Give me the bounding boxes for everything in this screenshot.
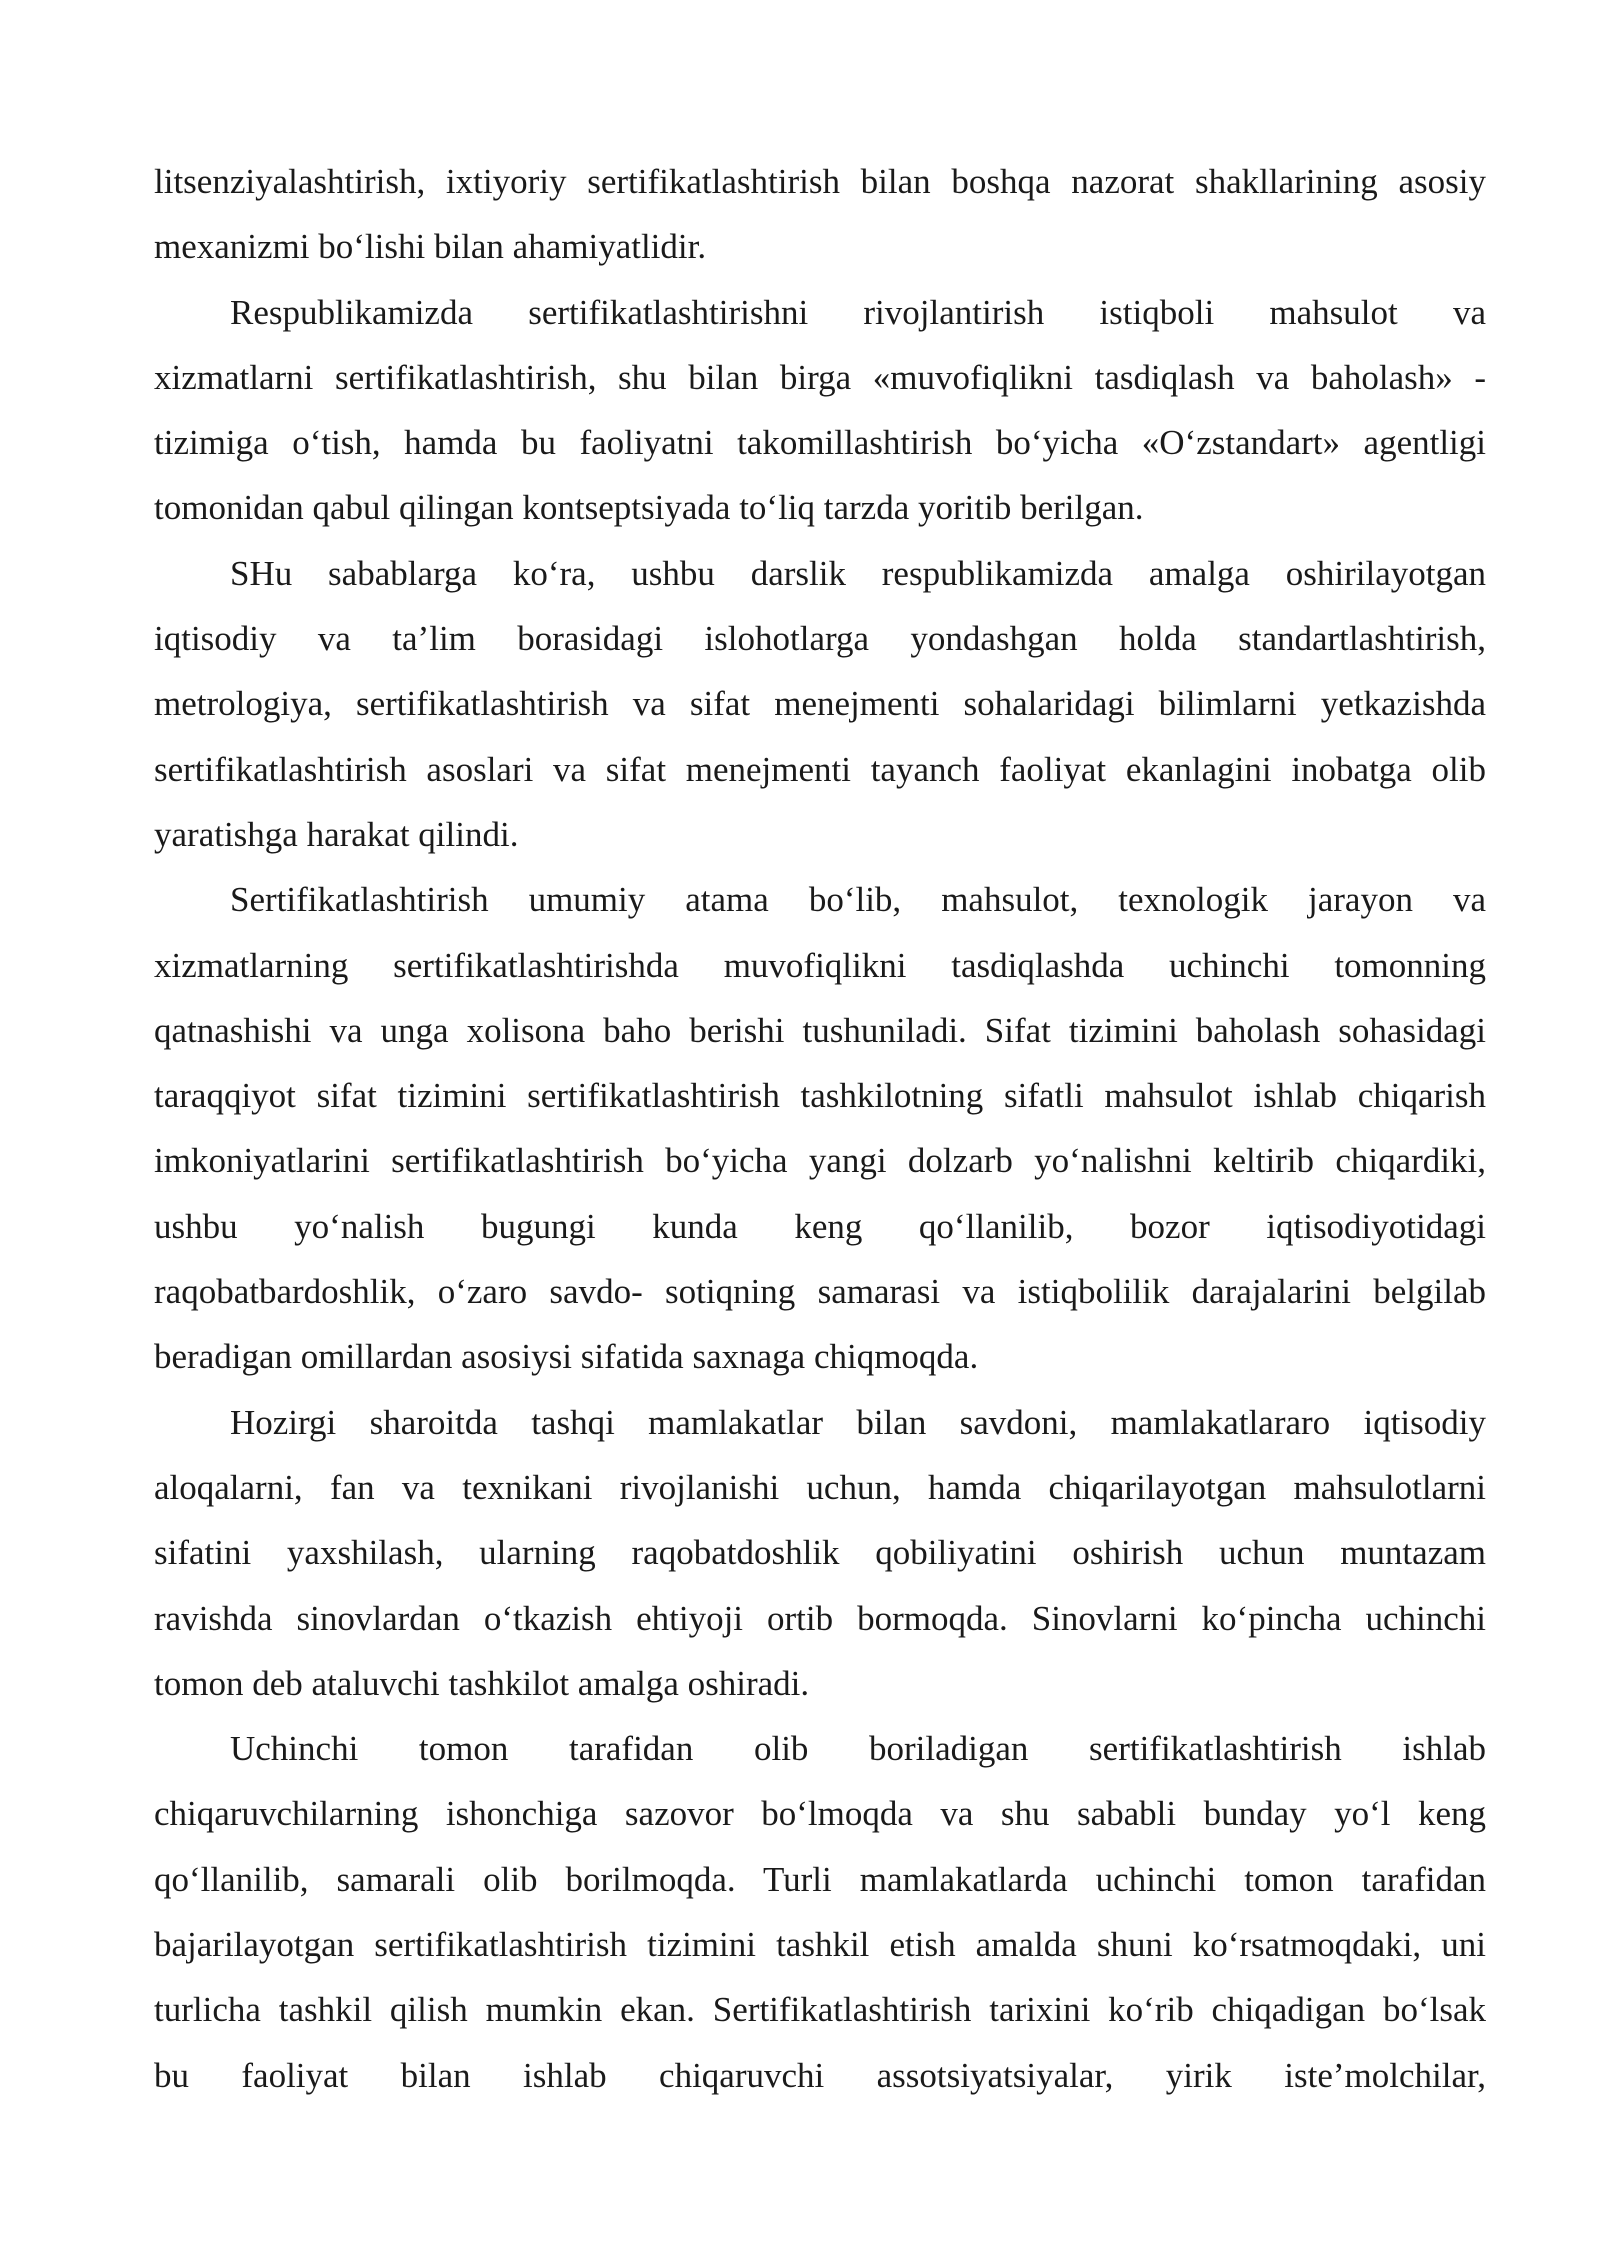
paragraph-4-line-8: beradigan omillardan asosiysi sifatida saxnaga chiqmoqda. (154, 1337, 979, 1377)
paragraph-5-line-2: aloqalarni, fan va texnikani rivojlanishi uchun, hamda chiqarilayotgan mahsulotlarni (154, 1467, 1486, 1507)
paragraph-6-line-6: bu faoliyat bilan ishlab chiqaruvchi assotsiyatsiyalar, yirik iste’molchilar, (154, 2055, 1486, 2095)
paragraph-3-line-4: sertifikatlashtirish asoslari va sifat menejmenti tayanch faoliyat ekanlagini inobatga olib (154, 749, 1486, 789)
paragraph-3-line-5: yaratishga harakat qilindi. (154, 814, 519, 854)
paragraph-6-line-1: Uchinchi tomon tarafidan olib boriladigan sertifikatlashtirish ishlab (230, 1729, 1486, 1769)
paragraph-4-line-5: imkoniyatlarini sertifikatlashtirish bo‘yicha yangi dolzarb yo‘nalishni keltirib chiqardiki, (154, 1141, 1486, 1181)
paragraph-6-line-3: qo‘llanilib, samarali olib borilmoqda. Turli mamlakatlarda uchinchi tomon tarafidan (154, 1859, 1486, 1899)
paragraph-4-line-4: taraqqiyot sifat tizimini sertifikatlashtirish tashkilotning sifatli mahsulot ishlab chiqarish (154, 1076, 1486, 1116)
paragraph-5-line-5: tomon deb ataluvchi tashkilot amalga oshiradi. (154, 1663, 810, 1703)
paragraph-1-line-2: mexanizmi bo‘lishi bilan ahamiyatlidir. (154, 227, 707, 267)
paragraph-2-line-3: tizimiga o‘tish, hamda bu faoliyatni takomillashtirish bo‘yicha «O‘zstandart» agentligi (154, 423, 1486, 463)
paragraph-5-line-1: Hozirgi sharoitda tashqi mamlakatlar bilan savdoni, mamlakatlararo iqtisodiy (230, 1402, 1486, 1442)
document-body (154, 149, 1486, 2108)
paragraph-3-line-3: metrologiya, sertifikatlashtirish va sifat menejmenti sohalaridagi bilimlarni yetkazishda (154, 684, 1486, 724)
paragraph-6-line-5: turlicha tashkil qilish mumkin ekan. Sertifikatlashtirish tarixini ko‘rib chiqadigan bo‘lsak (154, 1990, 1486, 2030)
paragraph-4-line-6: ushbu yo‘nalish bugungi kunda keng qo‘llanilib, bozor iqtisodiyotidagi (154, 1206, 1486, 1246)
paragraph-1-line-1: litsenziyalashtirish, ixtiyoriy sertifikatlashtirish bilan boshqa nazorat shakllarining asosiy (154, 162, 1486, 201)
paragraph-6-line-2: chiqaruvchilarning ishonchiga sazovor bo‘lmoqda va shu sababli bunday yo‘l keng (154, 1794, 1486, 1834)
paragraph-4-line-3: qatnashishi va unga xolisona baho berishi tushuniladi. Sifat tizimini baholash sohasidagi (154, 1010, 1486, 1050)
paragraph-5-line-4: ravishda sinovlardan o‘tkazish ehtiyoji ortib bormoqda. Sinovlarni ko‘pincha uchinchi (154, 1598, 1486, 1638)
paragraph-4-line-7: raqobatbardoshlik, o‘zaro savdo- sotiqning samarasi va istiqbolilik darajalarini belgilab (154, 1272, 1486, 1312)
paragraph-2-line-4: tomonidan qabul qilingan kontseptsiyada to‘liq tarzda yoritib berilgan. (154, 488, 1144, 528)
paragraph-2-line-2: xizmatlarni sertifikatlashtirish, shu bilan birga «muvofiqlikni tasdiqlash va baholash» - (154, 357, 1486, 397)
paragraph-6-line-4: bajarilayotgan sertifikatlashtirish tizimini tashkil etish amalda shuni ko‘rsatmoqdaki, uni (154, 1925, 1486, 1965)
paragraph-3-line-1: SHu sabablarga ko‘ra, ushbu darslik respublikamizda amalga oshirilayotgan (230, 553, 1486, 593)
paragraph-3-line-2: iqtisodiy va ta’lim borasidagi islohotlarga yondashgan holda standartlashtirish, (154, 619, 1486, 659)
paragraph-4-line-2: xizmatlarning sertifikatlashtirishda muvofiqlikni tasdiqlashda uchinchi tomonning (154, 945, 1486, 985)
paragraph-2-line-1: Respublikamizda sertifikatlashtirishni rivojlantirish istiqboli mahsulot va (230, 292, 1486, 332)
paragraph-5-line-3: sifatini yaxshilash, ularning raqobatdoshlik qobiliyatini oshirish uchun muntazam (154, 1533, 1486, 1573)
paragraph-4-line-1: Sertifikatlashtirish umumiy atama bo‘lib, mahsulot, texnologik jarayon va (230, 880, 1486, 920)
